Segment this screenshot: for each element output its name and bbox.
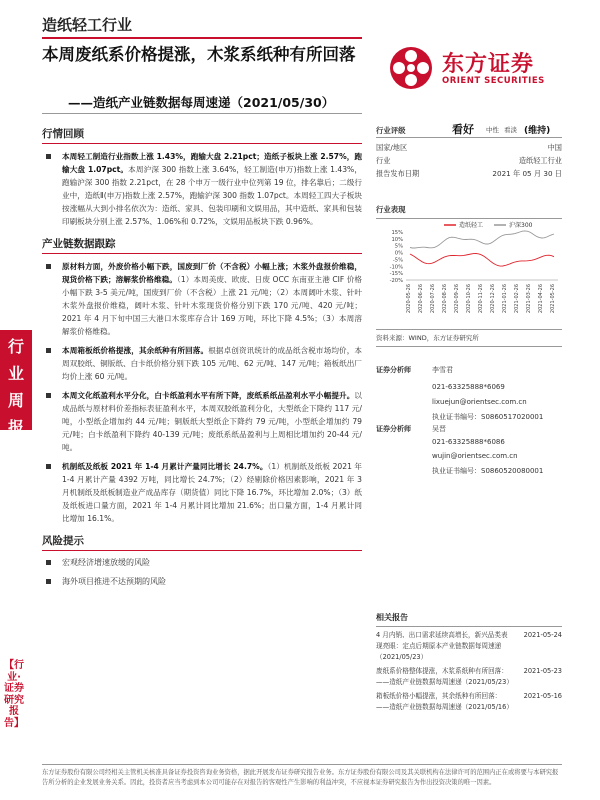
- analyst-name: 吴晋: [432, 425, 446, 433]
- analyst-role: 证券分析师: [376, 366, 411, 374]
- performance-chart-svg: [376, 218, 562, 330]
- logo-mark-icon: [388, 45, 434, 91]
- x-tick-label: 2020-12-26: [490, 284, 496, 314]
- bullet-text: （1）本周美废、欧废、日废 OCC 东南亚主港 CIF 价格小幅下跌 3-5 美元/吨，国废到厂价（不含税）上涨 21 元/吨；（2）本周阔叶木浆、针叶木浆外盘报价维稳，阔叶木浆、针叶木浆现货价格分别下跌 170 元/吨、420 元/吨；2021 年 4 月下旬中国三大港口木浆库存合计 169 万吨，环比下降 4.5%；（3）本周溶解浆价格维稳。: [62, 275, 362, 336]
- report-title: 本周废纸系价格提涨，木浆系纸种有所回落: [42, 45, 356, 64]
- chain-bullet-1: [42, 260, 362, 338]
- series-line-industry: [410, 254, 554, 267]
- analyst-phone: 021-63325888*6069: [432, 383, 505, 391]
- report-subtitle: ——造纸产业链数据每周速递（2021/05/30）: [68, 95, 335, 110]
- review-bullet: [42, 150, 362, 228]
- bullet-bold: 机制纸及纸板 2021 年 1-4 月累计产量同比增长 24.7%。: [62, 462, 268, 471]
- section-title-review: 行情回顾: [42, 126, 362, 144]
- y-tick-label: -10%: [389, 264, 403, 271]
- y-tick-label: 10%: [391, 236, 403, 243]
- industry-category: 造纸轻工行业: [42, 16, 133, 34]
- x-tick-label: 2021-03-26: [526, 284, 532, 314]
- bullet-bold: 本周文化纸盈利水平分化，白卡纸盈利水平有所下降，废纸系纸品盈利水平小幅提升。: [62, 391, 355, 400]
- x-tick-label: 2021-05-26: [550, 284, 556, 314]
- analyst-role: 证券分析师: [376, 425, 411, 433]
- header-rule: [42, 37, 362, 39]
- logo-cn-text: 东方证券: [442, 52, 535, 77]
- y-tick-label: -5%: [392, 257, 403, 264]
- info-value: 中国: [547, 143, 562, 152]
- bullet-text: 以成品纸与原材料价差指标表征盈利水平，本周双胶纸盈利分化，大型纸企下降约 117 元/吨，小型纸企增加约 44 元/吨；铜版纸大型纸企下降约 79 元/吨，小型纸企增加约 79 元/吨；白卡纸盈利下降约 40-139 元/吨；废纸系纸品盈利与上周相比增加约 20-44 元/吨。: [62, 391, 362, 452]
- y-tick-label: 5%: [394, 243, 403, 250]
- legend-label-b: 沪深300: [509, 222, 533, 229]
- performance-title: 行业表现: [376, 204, 562, 219]
- industry-rating: [376, 120, 562, 138]
- related-report-item[interactable]: [376, 691, 562, 713]
- x-tick-label: 2020-08-26: [442, 284, 448, 314]
- risk-item: 宏观经济增速放缓的风险: [42, 556, 362, 570]
- related-report-date: 2021-05-16: [523, 692, 562, 700]
- side-band-label: [0, 330, 32, 437]
- analyst-phone: 021-63325888*6086: [432, 438, 505, 446]
- logo-en-text: ORIENT SECURITIES: [442, 76, 545, 86]
- chain-bullet-3: [42, 389, 362, 454]
- bullet-text: （1）机制纸及纸板 2021 年 1-4 月累计产量 4392 万吨，同比增长 24.7%；（2）经剔除价格因素影响，2021 年 3 月机制纸及纸板制造业产成品库存（期货值）同比下降 16.7%，环比增加 2.0%；（3）纸及纸板进口量方面，2021 年 1-4 月累计同比增加 21.6%；出口量方面，1-4 月累计同比增加 16.1%。: [62, 462, 362, 523]
- bullet-bold: 本周轻工制造行业指数上涨 1.43%，跑输大盘 2.21pct；造纸子板块上涨 2.57%，跑输大盘 1.07pct。: [62, 152, 362, 174]
- analyst-name: 李雪君: [432, 366, 453, 374]
- related-report-text[interactable]: 4 月内销、出口需求延续高增长，新兴品类表现亮眼：定点后期原本产业链数据每周速递（2021/05/23）: [376, 631, 508, 661]
- related-report-text[interactable]: 废纸系价格整体提涨，木浆系纸种有所回落：——造纸产业链数据每周速递（2021/05/23）: [376, 667, 513, 686]
- y-tick-label: 15%: [391, 230, 403, 236]
- chain-bullet-2: [42, 344, 362, 383]
- x-tick-label: 2021-04-26: [538, 284, 544, 314]
- related-report-text[interactable]: 箱板纸价格小幅提涨，其余纸种有所回落：——造纸产业链数据每周速递（2021/05/16）: [376, 692, 513, 711]
- side-band-char: 周: [7, 391, 24, 410]
- analyst-email[interactable]: lixuejun@orientsec.com.cn: [432, 398, 527, 406]
- main-column: [42, 120, 362, 589]
- side-band-char: 报: [7, 418, 24, 437]
- related-reports: [376, 612, 562, 713]
- risk-item: 海外项目推进不达预期的风险: [42, 575, 362, 589]
- x-tick-label: 2021-02-26: [514, 284, 520, 314]
- related-report-item[interactable]: [376, 666, 562, 688]
- y-tick-label: -20%: [389, 278, 403, 284]
- side-report-type: 【行业·证券研究报告】: [4, 660, 24, 729]
- chain-bullet-4: [42, 460, 362, 525]
- info-key: 行业: [376, 156, 391, 165]
- bullet-bold: 原材料方面，外废价格小幅下跌，国废到厂价（不含税）小幅上涨；木浆外盘报价维稳，现货价格下跌；溶解浆价格维稳。: [62, 262, 362, 284]
- info-value: 造纸轻工行业: [518, 156, 562, 165]
- analyst-email[interactable]: wujin@orientsec.com.cn: [432, 452, 518, 460]
- legend-label-a: 造纸轻工: [459, 222, 484, 229]
- y-tick-label: -15%: [389, 271, 403, 278]
- analyst-cert: 执业证书编号：S0860520080001: [432, 467, 544, 475]
- section-title-chain: 产业链数据跟踪: [42, 236, 362, 254]
- orient-securities-logo: [388, 45, 568, 95]
- series-line-csi300: [410, 231, 554, 248]
- section-title-risk: 风险提示: [42, 533, 362, 551]
- y-tick-label: 0%: [394, 250, 403, 257]
- x-tick-label: 2020-11-26: [478, 284, 484, 314]
- chart-source: 资料来源：WIND，东方证券研究所: [376, 334, 479, 342]
- rating-value: 看好: [452, 123, 474, 136]
- related-report-date: 2021-05-24: [523, 631, 562, 639]
- footer-rule: [42, 764, 562, 765]
- rating-label: 行业评级: [376, 126, 406, 135]
- x-tick-label: 2021-01-26: [502, 284, 508, 314]
- x-tick-label: 2020-09-26: [454, 284, 460, 314]
- bullet-bold: 本周箱板纸价格提涨，其余纸种有所回落。: [62, 346, 209, 355]
- rating-maintain: (维持): [524, 126, 551, 136]
- rating-option: 看淡: [504, 126, 517, 134]
- side-band-char: 行: [7, 337, 24, 356]
- x-tick-label: 2020-07-26: [430, 284, 436, 314]
- info-key: 国家/地区: [376, 143, 408, 152]
- disclaimer: 东方证券股份有限公司经相关主管机关核准具备证券投资咨询业务资格，据此开展发布证券研究报告业务。东方证券股份有限公司及其关联机构在法律许可的范围内正在或将要与本研究报告所分析的企业发展业务关系。因此，投资者应当考虑到本公司可能存在对报告的客观性产生影响的利益冲突，不应视本证券研究报告为作出投资决策的唯一因素。: [42, 769, 559, 786]
- x-tick-label: 2020-06-26: [418, 284, 424, 314]
- performance-chart: [376, 218, 562, 330]
- related-title: 相关报告: [376, 612, 562, 627]
- source-rule: [376, 346, 562, 347]
- analyst-block: [376, 424, 562, 504]
- x-tick-label: 2020-10-26: [466, 284, 472, 314]
- rating-option: 中性: [486, 126, 499, 134]
- x-tick-label: 2020-05-26: [406, 284, 412, 314]
- related-report-item[interactable]: [376, 630, 562, 663]
- title-rule: [42, 113, 362, 114]
- bullet-text: 本周沪深 300 指数上涨 3.64%，轻工制造(申万)指数上涨 1.43%，跑输沪深 300 指数 2.21pct，在 28 个申万一级行业中位列第 19 位，排名靠后；二级行业中，造纸Ⅱ(申万)指数上涨 2.57%，跑输沪深 300 指数 1.07pct。本周轻工四大子板块按涨幅从大到小排名依次为：造纸、家具、包装印刷和文娱用品，其中造纸、家具和包装印刷板块分别上涨 2.57%、1.06%和 0.72%，文娱用品板块下跌 0.96%。: [62, 165, 362, 226]
- info-key: 报告发布日期: [376, 169, 420, 178]
- info-value: 2021 年 05 月 30 日: [492, 169, 562, 178]
- analyst-cert: 执业证书编号：S0860517020001: [432, 413, 544, 421]
- bullet-text: 根据卓创资讯统计的成品纸含税市场均价，本周双胶纸、铜版纸、白卡纸价格分别下跌 105 元/吨、62 元/吨、147 元/吨；箱板纸出厂均价上涨 60 元/吨。: [62, 346, 362, 381]
- related-report-date: 2021-05-23: [523, 667, 562, 675]
- side-band-char: 业: [7, 364, 24, 383]
